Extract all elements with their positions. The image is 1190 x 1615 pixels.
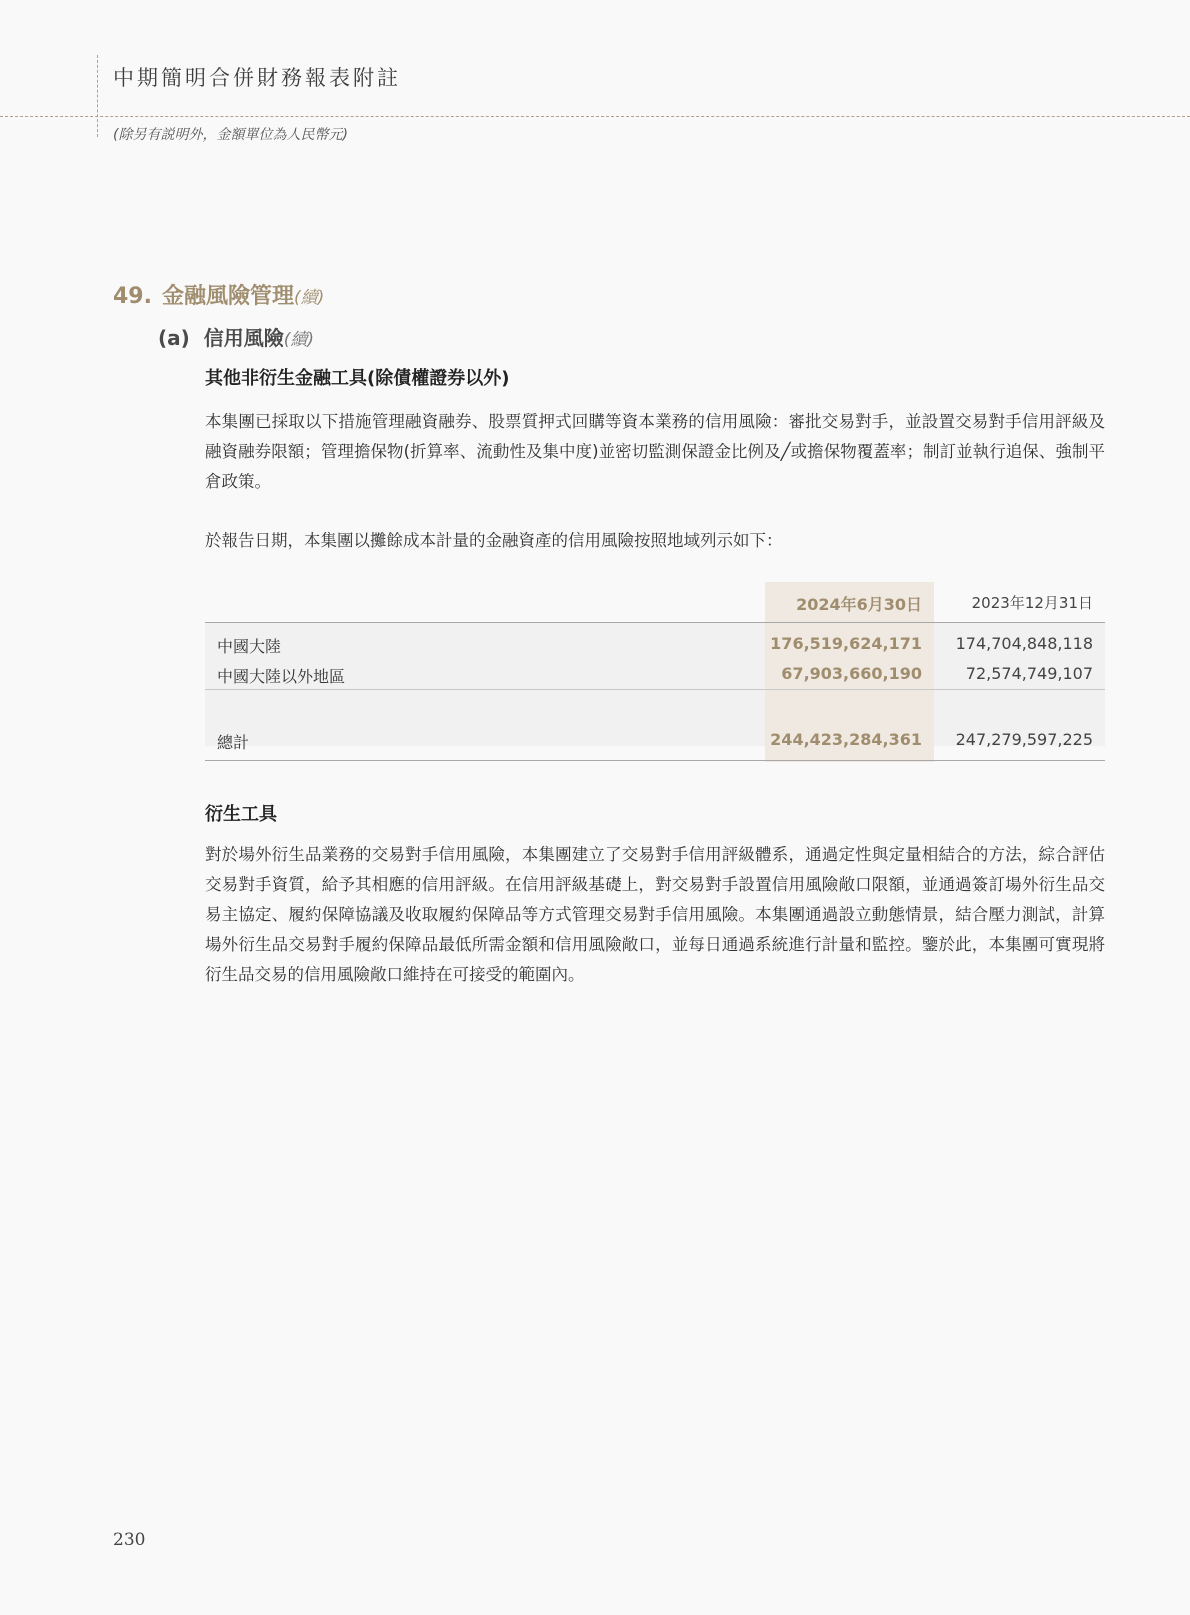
subsection-title <box>158 322 314 351</box>
section-title-text: 金融風險管理 <box>161 284 294 309</box>
section-continued: (續) <box>294 288 325 308</box>
subsection-title-text: 信用風險 <box>203 326 284 350</box>
total-value-2024: 244,423,284,361 <box>770 730 922 749</box>
row-value-2024: 67,903,660,190 <box>781 664 922 683</box>
section-title <box>113 279 324 310</box>
bottom-rule <box>205 760 1105 761</box>
derivatives-paragraph: 對於場外衍生品業務的交易對手信用風險，本集團建立了交易對手信用評級體系，通過定性與定量相結合的方法，綜合評估交易對手資質，給予其相應的信用評級。在信用評級基礎上，對交易對手設置信用風險敞口限額，並通過簽訂場外衍生品交易主協定、履約保障協議及收取履約保障品等方式管理交易對手信用風險。本集團通過設立動態情景，結合壓力測試，計算場外衍生品交易對手履約保障品最低所需金額和信用風險敞口，並每日通過系統進行計量和監控。鑒於此，本集團可實現將衍生品交易的信用風險敞口維持在可接受的範圍內。 <box>205 845 1105 984</box>
row-label: 中國大陸以外地區 <box>217 667 346 686</box>
geography-intro-paragraph: 於報告日期，本集團以攤餘成本計量的金融資產的信用風險按照地域列示如下： <box>205 531 783 550</box>
subsection-number: (a) <box>158 326 190 350</box>
row-value-2023: 174,704,848,118 <box>955 634 1093 653</box>
page-header-note: (除另有説明外，金額單位為人民幣元) <box>113 127 348 143</box>
page-number: 230 <box>113 1530 146 1550</box>
row-value-2023: 72,574,749,107 <box>965 664 1093 683</box>
row-value-2024: 176,519,624,171 <box>770 634 922 653</box>
other-instruments-paragraph: 本集團已採取以下措施管理融資融券、股票質押式回購等資本業務的信用風險：審批交易對手，並設置交易對手信用評級及融資融券限額；管理擔保物(折算率、流動性及集中度)並密切監測保證金比例及╱或擔保物覆蓋率；制訂並執行追保、強制平倉政策。 <box>205 412 1105 491</box>
total-value-2023: 247,279,597,225 <box>955 730 1093 749</box>
column-header-2023: 2023年12月31日 <box>971 594 1093 612</box>
section-number: 49. <box>113 284 152 309</box>
derivatives-heading: 衍生工具 <box>205 804 277 825</box>
header-dashed-rule <box>0 116 1190 117</box>
column-header-2024: 2024年6月30日 <box>796 595 922 614</box>
row-label: 中國大陸 <box>217 637 282 656</box>
header-vertical-rule <box>97 55 98 137</box>
subsection-continued: (續) <box>283 330 315 350</box>
subtotal-rule <box>205 689 1105 690</box>
total-label: 總計 <box>217 733 250 752</box>
header-rule <box>205 622 1105 623</box>
page-header-title: 中期簡明合併財務報表附註 <box>113 66 401 90</box>
other-instruments-heading: 其他非衍生金融工具(除債權證券以外) <box>205 368 510 389</box>
